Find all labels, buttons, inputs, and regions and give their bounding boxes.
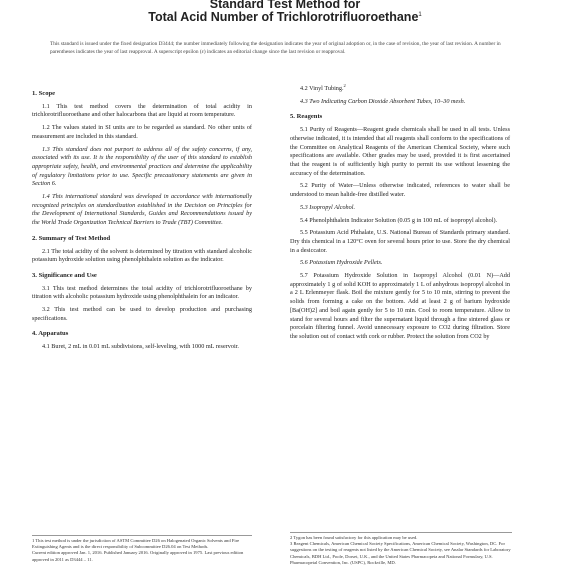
designation-notice: This standard is issued under the fixed designation D3444; the number immediately following the designation indicates the year of original adoption or, in the case of revision, the year of last revision. A number in parentheses indicates the year of last reapproval. A superscript epsilon (ε) indicates an editorial change since the last revision or reapproval. [50, 41, 501, 55]
section-heading-summary: 2. Summary of Test Method [32, 234, 111, 242]
document-title-line1: Standard Test Method for [209, 0, 361, 11]
footnote-edition: Current edition approved Jan. 1, 2016. Published January 2016. Originally approved in 1975. Last previous edition approved in 2011 as D3444 – 11. [32, 550, 244, 562]
paragraph-1-3: 1.3 This standard does not purport to address all of the safety concerns, if any, associated with its use. It is the responsibility of the user of this standard to establish appropriate safety, health, and environmental practices and determine the applicability of regulatory limitations prior to use. Specific precautionary statements are given in Section 6. [32, 145, 252, 188]
footnotes-left [32, 535, 252, 563]
paragraph-5-6: 5.6 Potassium Hydroxide Pellets. [300, 259, 383, 267]
paragraph-5-4: 5.4 Phenolphthalein Indicator Solution (0.05 g in 100 mL of isopropyl alcohol). [300, 216, 498, 224]
footnote-mark-2: 2 [343, 83, 346, 88]
right-column [290, 82, 510, 346]
paragraph-4-2 [290, 82, 510, 94]
section-heading-reagents: 5. Reagents [290, 113, 323, 121]
paragraph-1-1: 1.1 This test method covers the determination of total acidity in trichlorotrifluoroethane and other halocarbons that are liquid at room temperature. [32, 102, 252, 119]
footnote-2: 2 Tygon has been found satisfactory for this application may be used. [290, 535, 418, 540]
paragraph-5-5: 5.5 Potassium Acid Phthalate, U.S. National Bureau of Standards primary standard. Dry this chemical in a 120°C oven for several hours prior to use. Store the dry chemical in a desiccator. [290, 229, 510, 254]
paragraph-4-2-text: 4.2 Vinyl Tubing. [300, 85, 344, 93]
paragraph-3-2: 3.2 This test method can be used to develop production and purchasing specifications. [32, 306, 252, 322]
paragraph-1-2: 1.2 The values stated in SI units are to be regarded as standard. No other units of measurement are included in this standard. [32, 124, 252, 140]
paragraph-5-2: 5.2 Purity of Water—Unless otherwise indicated, references to water shall be understood to mean halide-free distilled water. [290, 182, 510, 199]
paragraph-1-4: 1.4 This international standard was developed in accordance with internationally recognized principles on standardization established in the Decision on Principles for the Development of International Standards, Guides and Recommendations issued by the World Trade Organization Technical Barriers to Trade (TBT) Committee. [32, 193, 252, 227]
document-title-text: Total Acid Number of Trichlorotrifluoroethane [148, 10, 419, 24]
title-footnote-mark: 1 [418, 11, 422, 18]
paragraph-2-1: 2.1 The total acidity of the solvent is determined by titration with standard alcoholic potassium hydroxide solution using phenolphthalein solution as the indicator. [32, 247, 252, 264]
left-column [32, 84, 252, 356]
paragraph-4-1: 4.1 Buret, 2 mL in 0.01 mL subdivisions, self-leveling, with 1000 mL reservoir. [42, 343, 239, 351]
paragraph-5-1: 5.1 Purity of Reagents—Reagent grade chemicals shall be used in all tests. Unless otherwise indicated, it is intended that all reagents shall conform to the specifications of the Committee on Analytical Reagents of the American Chemical Society, where such specifications are available. Other grades may be used, provided it is first ascertained that the reagent is of sufficiently high purity to permit its use without lessening the accuracy of the determination. [290, 126, 510, 177]
section-heading-significance: 3. Significance and Use [32, 271, 97, 279]
section-heading-scope: 1. Scope [32, 90, 56, 97]
paragraph-3-1: 3.1 This test method determines the total acidity of trichlorotrifluoroethane by titration with alcoholic potassium hydroxide using phenolphthalein for an indicator. [32, 284, 252, 301]
footnote-3: 3 Reagent Chemicals, American Chemical Society Specifications, American Chemical Society, Washington, DC. For suggestions on the testing of reagents not listed by the American Chemical Society, see Analar Standards for Laboratory Chemicals, BDH Ltd., Poole, Dorset, U.K., and the United States Pharmacopeia and National Formulary, U.S. Pharmacopeial Convention, Inc. (USPC), Rockville, MD. [290, 541, 511, 565]
footnotes-right [290, 532, 512, 566]
footnote-1: 1 This test method is under the jurisdiction of ASTM Committee D26 on Halogenated Organic Solvents and Fire Extinguishing Agents and is the direct responsibility of Subcommittee D26.04 on Test Methods. [32, 538, 240, 550]
section-heading-apparatus: 4. Apparatus [32, 330, 69, 338]
document-title-line2 [0, 10, 570, 24]
paragraph-5-3: 5.3 Isopropyl Alcohol. [300, 203, 355, 211]
paragraph-5-7: 5.7 Potassium Hydroxide Solution in Isopropyl Alcohol (0.01 N)—Add approximately 1 g of solid KOH to approximately 1 L of anhydrous isopropyl alcohol in a 2 L Erlenmeyer flask. Boil the mixture gently for 5 to 10 min, stirring to prevent the solids from forming a cake on the bottom. Add at least 2 g of barium hydroxide [Ba(OH)2] and boil again gently for 5 to 10 min. Cool to room temperature. Allow to stand for several hours and filter the supernatant liquid through a fine sintered glass or porcelain filtering funnel. Avoid unnecessary exposure to CO2 during filtration. Store the solution out of contact with cork or rubber. Protect the solution from CO2 by [290, 272, 510, 340]
paragraph-4-3: 4.3 Two Indicating Carbon Dioxide Absorbent Tubes, 10–30 mesh. [300, 97, 466, 105]
